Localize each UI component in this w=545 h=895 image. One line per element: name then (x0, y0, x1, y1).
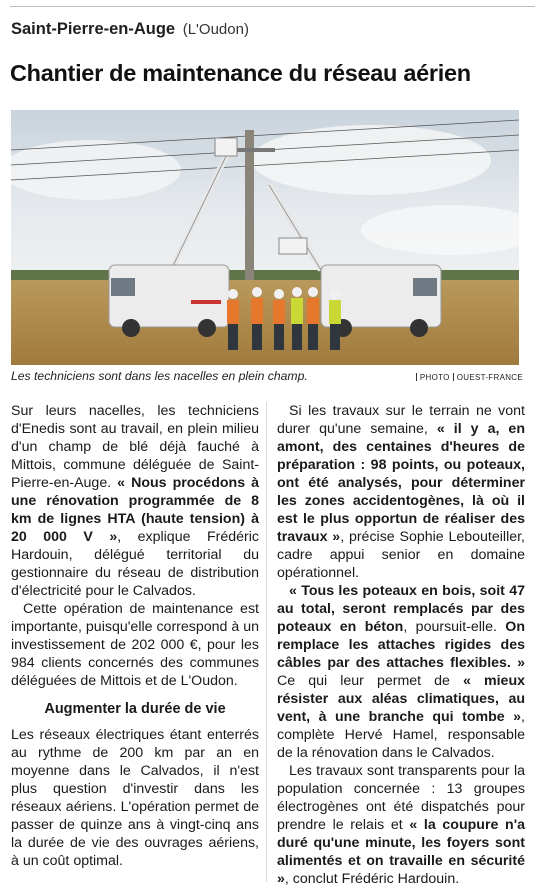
article-photo (11, 110, 519, 365)
kicker (11, 20, 249, 39)
article-column-right (277, 402, 525, 888)
text-run: , complète Hervé Hamel, responsable de la rénovation dans le Calvados. (277, 709, 525, 761)
text-run: , conclut Frédéric Hardouin. (284, 871, 460, 887)
paragraph (277, 582, 525, 762)
quote-bold: « Nous procédons à une rénovation programmée de 8 km de lignes HTA (haute tension) à 20 000 V » (11, 475, 259, 545)
paragraph (277, 402, 525, 582)
credit-divider (416, 373, 417, 381)
photo-credit (413, 373, 523, 382)
text-run: , explique Frédéric Hardouin, délégué territorial du gestionnaire du réseau de distribution d'électricité pour le Calvados. (11, 529, 259, 599)
paragraph: Les réseaux électriques étant enterrés au rythme de 200 km par an en moyenne dans le Calvados, il n'est plus question d'investir dans les réseaux aériens. L'opération permet de passer de quinze ans à vingt-cinq ans la durée de vie des ouvrages aériens, à un coût optimal. (11, 727, 259, 869)
kicker-place: Saint-Pierre-en-Auge (11, 20, 176, 38)
top-rule (10, 6, 535, 7)
text-run: , précise Sophie Lebouteiller, cadre appui senior en domaine opérationnel. (277, 529, 525, 581)
text-run: Les travaux sont transparents pour la population concernée : 13 groupes électrogènes ont été dispatchés pour prendre le relais et (277, 763, 525, 833)
text-run: Si les travaux sur le terrain ne vont durer qu'une semaine, (277, 403, 525, 437)
article-column-left (11, 402, 259, 870)
subheading: Augmenter la durée de vie (44, 701, 226, 717)
credit-divider (453, 373, 454, 381)
quote-bold: On remplace les attaches rigides des câbles par des attaches flexibles. » (277, 619, 525, 671)
text-run: Sur leurs nacelles, les techniciens d'Enedis sont au travail, en plein milieu d'un champ de blé déjà fauché à Mittois, commune déléguée de Saint-Pierre-en-Auge. (11, 403, 259, 491)
headline: Chantier de maintenance du réseau aérien (10, 60, 471, 86)
quote-bold: « Tous les poteaux en bois, soit 47 au total, seront remplacés par des poteaux en béton (277, 583, 525, 635)
credit-label: PHOTO (419, 373, 450, 382)
paragraph (11, 402, 259, 600)
credit-source: OUEST-FRANCE (456, 373, 523, 382)
photo-caption: Les techniciens sont dans les nacelles en plein champ. (11, 369, 308, 383)
paragraph: Cette opération de maintenance est importante, puisqu'elle correspond à un investissement de 202 000 €, pour les 984 clients concernés des communes déléguées de Mittois et de L'Oudon. (11, 601, 259, 689)
text-run: , poursuit-elle. (403, 619, 506, 635)
quote-bold: « mieux résister aux aléas climatiques, au vent, à une branche qui tombe » (277, 673, 525, 725)
text-run: Ce qui leur permet de (277, 673, 464, 689)
quote-bold: « il y a, en amont, des centaines d'heures de préparation : 98 points, ou poteaux, ont été analysés, pour déterminer les zones accidentogènes, là où il est le plus opportun de réaliser des travaux » (277, 421, 525, 545)
kicker-subplace: (L'Oudon) (182, 21, 249, 38)
paragraph (277, 762, 525, 888)
quote-bold: « la coupure n'a duré qu'une minute, les foyers sont alimentés et on travaille en sécurité » (277, 817, 525, 887)
column-divider (266, 402, 267, 882)
